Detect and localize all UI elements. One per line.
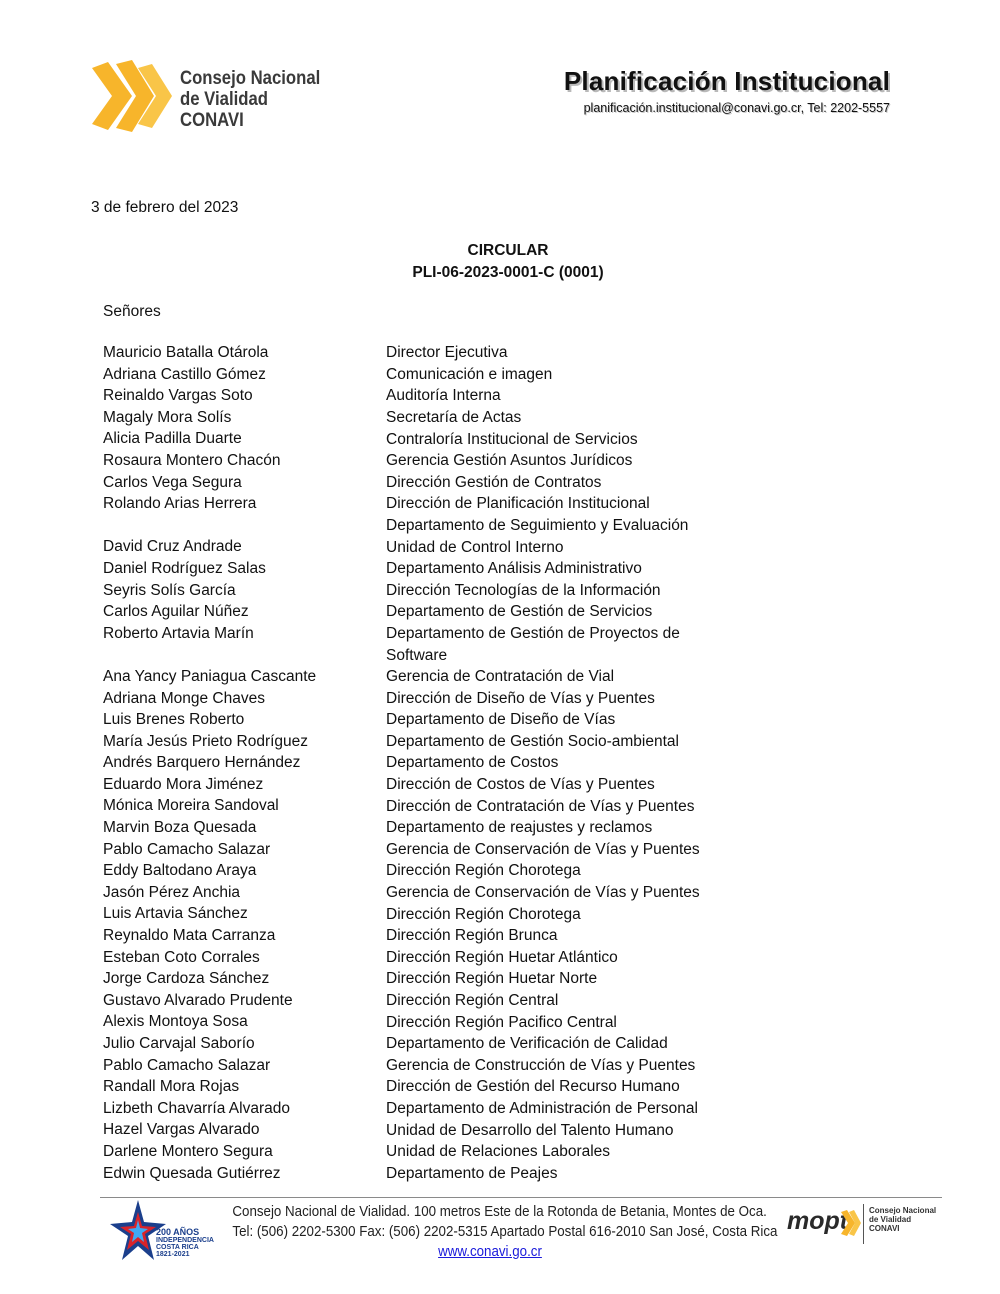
recipient-row — [103, 668, 803, 690]
recipient-row — [103, 603, 803, 625]
recipient-unit: Gerencia de Conservación de Vías y Puentes — [386, 840, 700, 858]
conavi-chevron-icon — [88, 60, 178, 144]
recipient-unit: Unidad de Desarrollo del Talento Humano — [386, 1121, 674, 1139]
recipient-unit: Dirección de Costos de Vías y Puentes — [386, 776, 655, 794]
recipient-unit: Departamento de Diseño de Vías — [386, 711, 616, 729]
recipient-row — [103, 430, 803, 452]
recipient-name: Julio Carvajal Saborío — [103, 1035, 255, 1052]
recipient-row — [103, 495, 803, 517]
recipient-unit: Departamento Análisis Administrativo — [386, 560, 642, 578]
recipient-row — [103, 517, 803, 539]
bicentennial-logo — [108, 1198, 214, 1270]
recipient-unit: Dirección de Diseño de Vías y Puentes — [386, 689, 655, 707]
recipient-name: Pablo Camacho Salazar — [103, 840, 271, 858]
recipient-row — [103, 862, 803, 884]
recipient-unit: Dirección Región Chorotega — [386, 862, 581, 880]
recipient-row — [103, 711, 803, 733]
recipient-name: Reinaldo Vargas Soto — [103, 387, 253, 405]
recipient-row — [103, 905, 803, 927]
recipient-unit: Dirección Tecnologías de la Información — [386, 581, 661, 599]
recipient-unit: Dirección Región Huetar Atlántico — [386, 948, 618, 966]
recipient-name: David Cruz Andrade — [103, 538, 242, 556]
recipient-row — [103, 1121, 803, 1143]
logo-line-3: CONAVI — [180, 110, 244, 131]
recipient-name: Mauricio Batalla Otárola — [103, 344, 269, 361]
recipient-name: Rosaura Montero Chacón — [103, 451, 281, 469]
recipient-row — [103, 366, 803, 388]
recipient-name: Jasón Pérez Anchia — [103, 883, 241, 901]
mopt-side-line-1: Consejo Nacional — [869, 1206, 937, 1215]
mopt-logo — [787, 1204, 947, 1248]
recipient-name: María Jesús Prieto Rodríguez — [103, 732, 309, 750]
mopt-side-text — [869, 1206, 936, 1233]
recipient-name: Hazel Vargas Alvarado — [103, 1121, 260, 1139]
recipient-unit: Dirección Región Pacifico Central — [386, 1013, 617, 1031]
recipient-unit: Departamento de Seguimiento y Evaluación — [386, 516, 689, 534]
mopt-side-line-2: de Vialidad — [869, 1215, 912, 1224]
document-reference: PLI-06-2023-0001-C (0001) — [412, 264, 604, 281]
recipient-name: Randall Mora Rojas — [103, 1078, 240, 1096]
recipient-row — [103, 538, 803, 560]
recipient-name: Gustavo Alvarado Prudente — [103, 991, 293, 1009]
recipient-name: Luis Brenes Roberto — [103, 711, 245, 729]
recipient-unit: Gerencia de Construcción de Vías y Puentes — [386, 1056, 696, 1074]
bicentennial-line-3: COSTA RICA — [156, 1244, 199, 1251]
website-link[interactable]: www.conavi.go.cr — [438, 1244, 542, 1260]
recipient-name: Rolando Arias Herrera — [103, 495, 257, 513]
recipient-unit: Unidad de Control Interno — [386, 538, 564, 556]
recipient-row — [103, 776, 803, 798]
recipient-unit: Gerencia de Conservación de Vías y Puentes — [386, 884, 700, 902]
document-type: CIRCULAR — [467, 242, 549, 259]
mopt-side-line-3: CONAVI — [869, 1224, 900, 1233]
recipient-name: Darlene Montero Segura — [103, 1142, 273, 1160]
bicentennial-line-4: 1821-2021 — [156, 1251, 190, 1258]
recipient-row — [103, 452, 803, 474]
recipient-row — [103, 970, 803, 992]
bicentennial-line-2: INDEPENDENCIA — [156, 1237, 214, 1244]
recipient-unit: Contraloría Institucional de Servicios — [386, 430, 638, 448]
recipient-name: Carlos Vega Segura — [103, 473, 242, 491]
department-header — [564, 66, 890, 115]
bicentennial-line-1: 200 AÑOS — [156, 1227, 200, 1237]
recipient-unit: Comunicación e imagen — [386, 365, 553, 383]
recipient-unit: Auditoría Interna — [386, 387, 501, 405]
recipient-unit: Secretaría de Actas — [386, 408, 522, 426]
recipient-name: Reynaldo Mata Carranza — [103, 927, 276, 945]
footer-line-2: Tel: (506) 2202-5300 Fax: (506) 2202-5315 Apartado Postal 616-2010 San José, Costa Rica — [232, 1224, 778, 1240]
recipient-name: Mónica Moreira Sandoval — [103, 797, 279, 815]
recipient-row — [103, 1078, 803, 1100]
footer-address — [210, 1202, 778, 1262]
recipient-name: Esteban Coto Corrales — [103, 948, 260, 966]
recipient-name: Adriana Monge Chaves — [103, 689, 265, 707]
footer-divider — [100, 1197, 942, 1198]
recipient-row — [103, 1057, 803, 1079]
department-title: Planificación Institucional — [563, 66, 890, 96]
recipient-unit: Dirección de Contratación de Vías y Puentes — [386, 797, 695, 815]
recipient-unit: Gerencia Gestión Asuntos Jurídicos — [386, 452, 633, 470]
recipient-unit: Departamento de Administración de Personal — [386, 1099, 698, 1117]
recipient-unit: Dirección Región Brunca — [386, 927, 558, 945]
recipient-unit: Dirección de Gestión del Recurso Humano — [386, 1078, 680, 1096]
recipient-row — [103, 560, 803, 582]
recipient-name: Ana Yancy Paniagua Cascante — [103, 667, 317, 685]
recipient-unit: Departamento de Gestión de Proyectos de Software — [386, 624, 680, 664]
recipient-unit: Director Ejecutiva — [386, 344, 508, 362]
recipient-row — [103, 625, 803, 668]
recipient-list — [103, 344, 803, 1186]
recipient-name: Lizbeth Chavarría Alvarado — [103, 1099, 290, 1117]
recipient-unit: Departamento de Gestión Socio-ambiental — [386, 732, 679, 750]
recipient-unit: Gerencia de Contratación de Vial — [386, 668, 615, 686]
recipient-unit: Dirección Gestión de Contratos — [386, 473, 602, 491]
salutation: Señores — [103, 303, 161, 320]
recipient-row — [103, 1035, 803, 1057]
recipient-name: Roberto Artavia Marín — [103, 624, 254, 642]
recipient-row — [103, 819, 803, 841]
recipient-row — [103, 841, 803, 863]
recipient-name: Eddy Baltodano Araya — [103, 862, 257, 880]
recipient-row — [103, 409, 803, 431]
recipient-name: Seyris Solís García — [103, 581, 236, 599]
recipient-name: Eduardo Mora Jiménez — [103, 775, 264, 793]
recipient-row — [103, 1143, 803, 1165]
recipient-name: Pablo Camacho Salazar — [103, 1056, 271, 1074]
recipient-unit: Dirección Región Chorotega — [386, 905, 581, 923]
recipient-row — [103, 1013, 803, 1035]
logo-line-1: Consejo Nacional — [180, 68, 321, 89]
footer-line-1: Consejo Nacional de Vialidad. 100 metros Este de la Rotonda de Betania, Montes de Oca. — [232, 1204, 767, 1220]
recipient-row — [103, 884, 803, 906]
recipient-name: Alexis Montoya Sosa — [103, 1013, 248, 1031]
recipient-unit: Unidad de Relaciones Laborales — [386, 1143, 611, 1161]
recipient-name: Magaly Mora Solís — [103, 408, 232, 426]
recipient-row — [103, 927, 803, 949]
recipient-name: Luis Artavia Sánchez — [103, 905, 248, 923]
recipient-row — [103, 690, 803, 712]
recipient-unit: Departamento de Peajes — [386, 1164, 558, 1182]
recipient-unit: Departamento de reajustes y reclamos — [386, 819, 653, 837]
recipient-unit: Departamento de Verificación de Calidad — [386, 1035, 668, 1053]
recipient-row — [103, 582, 803, 604]
recipient-name: Alicia Padilla Duarte — [103, 430, 242, 448]
recipient-row — [103, 1100, 803, 1122]
recipient-row — [103, 733, 803, 755]
mopt-chevron-icon — [841, 1210, 861, 1236]
recipient-row — [103, 387, 803, 409]
recipient-name: Carlos Aguilar Núñez — [103, 603, 249, 621]
mopt-wordmark: mopt — [787, 1207, 849, 1235]
recipient-name: Jorge Cardoza Sánchez — [103, 970, 270, 988]
recipient-unit: Departamento de Gestión de Servicios — [386, 603, 653, 621]
logo-line-2: de Vialidad — [180, 89, 268, 110]
logo-wordmark — [180, 68, 339, 131]
conavi-logo — [88, 58, 338, 148]
recipient-unit: Dirección de Planificación Institucional — [386, 495, 650, 513]
recipient-row — [103, 949, 803, 971]
recipient-row — [103, 344, 803, 366]
recipient-row — [103, 1165, 803, 1187]
recipient-row — [103, 474, 803, 496]
mopt-divider — [863, 1204, 864, 1244]
recipient-row — [103, 797, 803, 819]
recipient-row — [103, 754, 803, 776]
recipient-unit: Dirección Región Huetar Norte — [386, 970, 598, 988]
recipient-row — [103, 992, 803, 1014]
recipient-name: Marvin Boza Quesada — [103, 819, 257, 837]
recipient-name: Edwin Quesada Gutiérrez — [103, 1164, 281, 1182]
department-contact: planificación.institucional@conavi.go.cr, Tel: 2202-5557 — [583, 101, 890, 115]
recipient-unit: Departamento de Costos — [386, 754, 559, 772]
recipient-name: Daniel Rodríguez Salas — [103, 559, 266, 577]
recipient-unit: Dirección Región Central — [386, 992, 559, 1010]
bicentennial-label — [156, 1228, 214, 1258]
recipient-name: Andrés Barquero Hernández — [103, 754, 301, 772]
recipient-name: Adriana Castillo Gómez — [103, 365, 266, 383]
document-date: 3 de febrero del 2023 — [91, 199, 239, 216]
